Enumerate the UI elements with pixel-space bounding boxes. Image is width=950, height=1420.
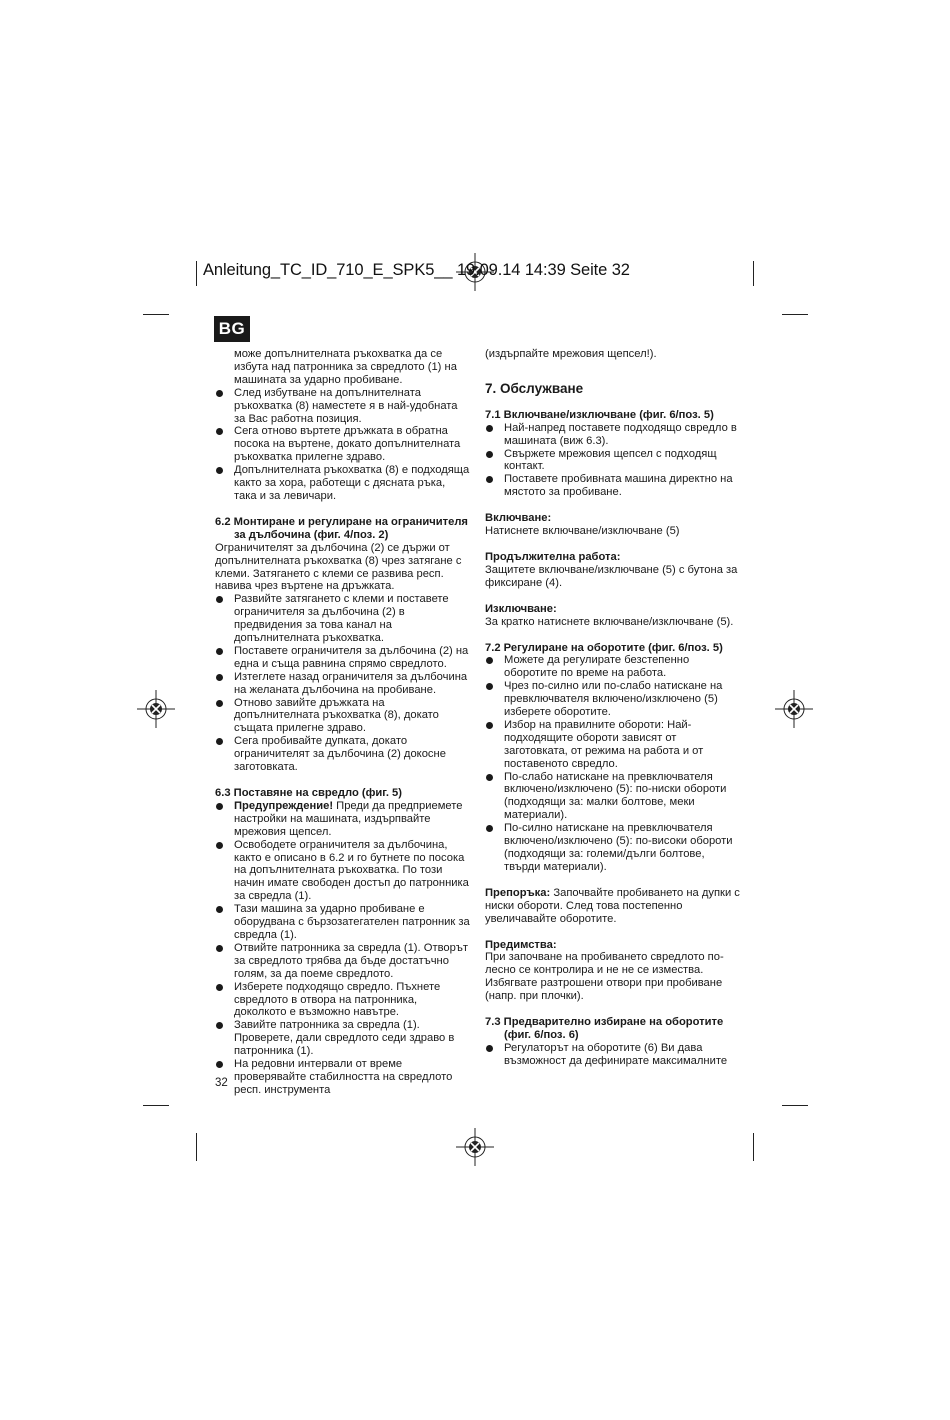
bullet-icon — [216, 700, 223, 707]
subheading: Продължителна работа: — [485, 550, 621, 563]
warning-item: Предупреждение! Преди да предприемете настройки на машината, издърпвайте мрежовия щепсел. — [215, 800, 470, 839]
section-heading: 6.2 Монтиране и регулиране на ограничителя за дълбочина (фиг. 4/поз. 2) — [215, 515, 468, 541]
crop-mark — [143, 1105, 169, 1106]
list-item: Сега пробивайте дупката, докато ограничителят за дълбочина (2) докосне заготовката. — [215, 735, 470, 774]
subheading: Предимства: — [485, 938, 557, 951]
bullet-icon — [216, 390, 223, 397]
list-item: Чрез по-силно или по-слабо натискане на превключвателя включено/изключено (5) изберете оборотите. — [485, 680, 740, 719]
bullet-icon — [216, 803, 223, 810]
recommendation: Препоръка: Започвайте пробиването на дупки с ниски обороти. След това постепенно увеличавайте оборотите. — [485, 886, 740, 925]
list-item: Допълнителната ръкохватка (8) е подходяща както за хора, работещи с дясната ръка, така и за левичари. — [215, 464, 470, 503]
list-item: Отвийте патронника за свредла (1). Отворът за свредлото трябва да бъде достатъчно голям, за да поеме свредлото. — [215, 942, 470, 981]
bullet-icon — [216, 1022, 223, 1029]
registration-mark-icon — [137, 690, 175, 728]
paragraph: Защитете включване/изключване (5) с бутона за фиксиране (4). — [485, 563, 738, 589]
bullet-icon — [486, 476, 493, 483]
crop-mark — [196, 261, 197, 286]
bullet-icon — [486, 683, 493, 690]
list-item: Отново завийте дръжката на допълнителната ръкохватка (8), докато същата прилегне здраво. — [215, 697, 470, 736]
print-header: Anleitung_TC_ID_710_E_SPK5__ 19.09.14 14:39 Seite 32 — [203, 261, 630, 279]
bullet-icon — [486, 425, 493, 432]
list-item: На редовни интервали от време проверявайте стабилността на свредлото респ. инструмента — [215, 1058, 470, 1097]
list-item: Можете да регулирате безстепенно оборотите по време на работа. — [485, 654, 740, 680]
section-heading: 7.1 Включване/изключване (фиг. 6/поз. 5) — [485, 408, 714, 421]
list-item: Поставете пробивната машина директно на мястото за пробиване. — [485, 473, 740, 499]
section-heading: 6.3 Поставяне на свредло (фиг. 5) — [215, 787, 402, 799]
paragraph: За кратко натиснете включване/изключване (5). — [485, 615, 734, 628]
crop-mark — [753, 1133, 754, 1161]
subheading: Включване: — [485, 512, 552, 525]
crop-mark — [782, 314, 808, 315]
crop-mark — [143, 314, 169, 315]
section-heading: 7.3 Предварително избиране на оборотите (фиг. 6/поз. 6) — [485, 1016, 724, 1041]
paragraph: При започване на пробиването свредлото по-лесно се контролира и не не се измества. Избягвате разтрошени отвори при пробиване (напр. при плочки). — [485, 951, 724, 1003]
list-item: Освободете ограничителя за дълбочина, както е описано в 6.2 и го бутнете по посока на допълнителната ръкохватка. По този начин имате свободен достъп до патронника за свредла (1). — [215, 839, 470, 904]
language-badge: BG — [214, 316, 250, 342]
bullet-icon — [216, 596, 223, 603]
crop-mark — [782, 1105, 808, 1106]
list-item: По-слабо натискане на превключвателя включено/изключено (5): по-ниски обороти (подходящи за: малки болтове, меки материали). — [485, 771, 740, 823]
list-item: Изберете подходящо свредло. Пъхнете свредлото в отвора на патронника, доколкото е възможно навътре. — [215, 981, 470, 1020]
section-heading: 7.2 Регулиране на оборотите (фиг. 6/поз. 5) — [485, 641, 723, 654]
crop-mark — [196, 1133, 197, 1161]
bullet-icon — [216, 467, 223, 474]
continued-text: може допълнителната ръкохватка да се избута над патронника за свредлото (1) на машината за ударно пробиване. — [234, 348, 457, 386]
right-column — [485, 348, 740, 1068]
list-item: Свържете мрежовия щепсел с подходящ контакт. — [485, 448, 740, 474]
bullet-icon — [216, 984, 223, 991]
crop-mark — [753, 261, 754, 286]
bullet-icon — [216, 428, 223, 435]
list-item: Тази машина за ударно пробиване е оборудвана с бързозатегателен патронник за свредла (1). — [215, 903, 470, 942]
bullet-icon — [216, 738, 223, 745]
list-item: Сега отново въртете дръжката в обратна посока на въртене, докато допълнителната ръкохватка прилегне здраво. — [215, 425, 470, 464]
bullet-icon — [486, 657, 493, 664]
list-item: Завийте патронника за свредла (1). Проверете, дали свредлото седи здраво в патронника (1). — [215, 1019, 470, 1058]
bullet-icon — [486, 451, 493, 458]
list-item: Регулаторът на оборотите (6) Ви дава възможност да дефинирате максималните — [485, 1042, 740, 1068]
bullet-icon — [486, 722, 493, 729]
paragraph: Ограничителят за дълбочина (2) се държи от допълнителната ръкохватка (8) чрез затягане с клеми. Затягането с клеми се развива респ. навива чрез въртене на дръжката. — [215, 541, 462, 593]
subheading: Изключване: — [485, 602, 557, 615]
bullet-icon — [216, 842, 223, 849]
bullet-icon — [216, 648, 223, 655]
list-item: Поставете ограничителя за дълбочина (2) на една и съща равнина спрямо свредлото. — [215, 645, 470, 671]
bullet-icon — [216, 945, 223, 952]
left-column — [215, 348, 470, 1097]
bullet-icon — [486, 774, 493, 781]
continued-text: (издърпайте мрежовия щепсел!). — [485, 348, 657, 360]
list-item: Развийте затягането с клеми и поставете ограничителя за дълбочина (2) в предвидения за това канал на допълнителната ръкохватка. — [215, 593, 470, 645]
bullet-icon — [486, 825, 493, 832]
list-item: Изтеглете назад ограничителя за дълбочина на желаната дълбочина на пробиване. — [215, 671, 470, 697]
chapter-title: 7. Обслужване — [485, 380, 584, 396]
list-item: Избор на правилните обороти: Най-подходящите обороти зависят от заготовката, от режима на работа и от поставеното свредло. — [485, 719, 740, 771]
registration-mark-icon — [775, 690, 813, 728]
paragraph: Натиснете включване/изключване (5) — [485, 525, 680, 538]
bullet-icon — [216, 1061, 223, 1068]
list-item: Най-напред поставете подходящо свредло в машината (виж 6.3). — [485, 422, 740, 448]
list-item: По-силно натискане на превключвателя включено/изключено (5): по-високи обороти (подходящи за: големи/дълги болтове, твърди материали). — [485, 822, 740, 874]
list-item: След избутване на допълнителната ръкохватка (8) наместете я в най-удобната за Вас работна позиция. — [215, 387, 470, 426]
registration-mark-icon — [456, 1128, 494, 1166]
bullet-icon — [216, 674, 223, 681]
bullet-icon — [486, 1045, 493, 1052]
page-number: 32 — [215, 1077, 228, 1089]
bullet-icon — [216, 906, 223, 913]
